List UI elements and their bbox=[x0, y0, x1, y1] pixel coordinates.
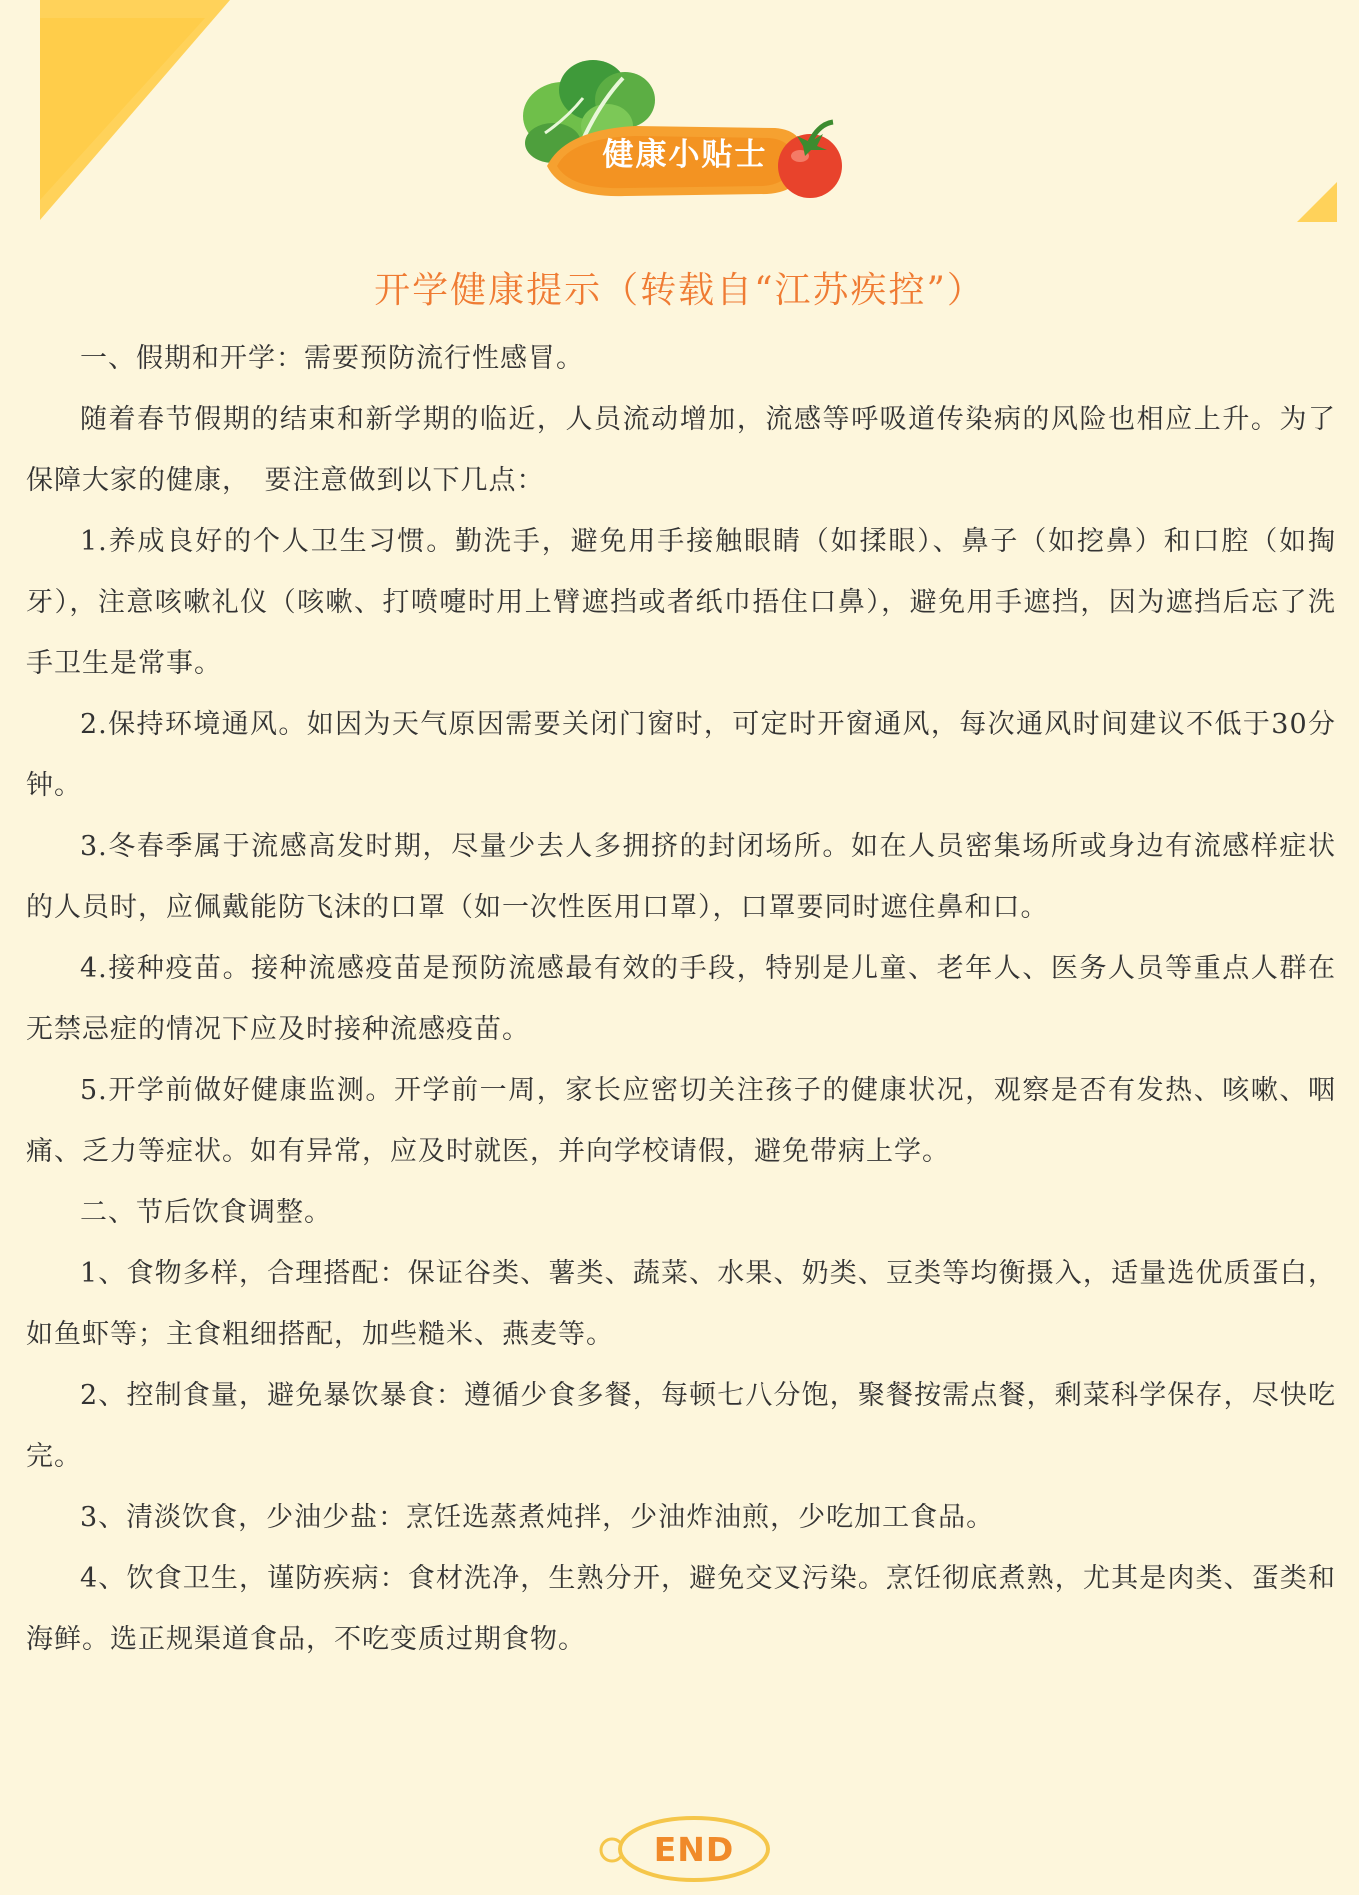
paragraph: 二、节后饮食调整。 bbox=[80, 1197, 332, 1228]
article-body bbox=[26, 328, 1336, 1670]
paragraph: 4.接种疫苗。接种流感疫苗是预防流感最有效的手段，特别是儿童、老年人、医务人员等重点人群在无禁忌症的情况下应及时接种流感疫苗。 bbox=[26, 953, 1336, 1045]
end-badge bbox=[590, 1812, 775, 1888]
paragraph: 3、清淡饮食，少油少盐：烹饪选蒸煮炖拌，少油炸油煎，少吃加工食品。 bbox=[80, 1502, 995, 1533]
corner-decoration-top-right bbox=[1297, 182, 1337, 222]
paragraph: 1、食物多样，合理搭配：保证谷类、薯类、蔬菜、水果、奶类、豆类等均衡摄入，适量选优质蛋白，如鱼虾等；主食粗细搭配，加些糙米、燕麦等。 bbox=[26, 1258, 1336, 1350]
paragraph: 1.养成良好的个人卫生习惯。勤洗手，避免用手接触眼睛（如揉眼）、鼻子（如挖鼻）和口腔（如掏牙），注意咳嗽礼仪（咳嗽、打喷嚏时用上臂遮挡或者纸巾捂住口鼻），避免用手遮挡，因为遮挡后忘了洗手卫生是常事。 bbox=[26, 526, 1336, 679]
paragraph: 一、假期和开学：需要预防流行性感冒。 bbox=[80, 343, 584, 374]
paragraph: 3.冬春季属于流感高发时期，尽量少去人多拥挤的封闭场所。如在人员密集场所或身边有流感样症状的人员时，应佩戴能防飞沫的口罩（如一次性医用口罩），口罩要同时遮住鼻和口。 bbox=[26, 831, 1336, 923]
badge-label: 健康小贴士 bbox=[602, 136, 768, 173]
paragraph: 2.保持环境通风。如因为天气原因需要关闭门窗时，可定时开窗通风，每次通风时间建议不低于30分钟。 bbox=[26, 709, 1336, 801]
article-title: 开学健康提示（转载自“江苏疾控”） bbox=[374, 270, 985, 311]
corner-decoration-top-left bbox=[0, 0, 230, 220]
end-label: END bbox=[653, 1829, 735, 1869]
paragraph: 2、控制食量，避免暴饮暴食：遵循少食多餐，每顿七八分饱，聚餐按需点餐，剩菜科学保存，尽快吃完。 bbox=[26, 1380, 1336, 1472]
header-badge bbox=[505, 38, 865, 208]
paragraph: 4、饮食卫生，谨防疾病：食材洗净，生熟分开，避免交叉污染。烹饪彻底煮熟，尤其是肉类、蛋类和海鲜。选正规渠道食品，不吃变质过期食物。 bbox=[26, 1563, 1336, 1655]
paragraph: 5.开学前做好健康监测。开学前一周，家长应密切关注孩子的健康状况，观察是否有发热、咳嗽、咽痛、乏力等症状。如有异常，应及时就医，并向学校请假，避免带病上学。 bbox=[26, 1075, 1336, 1167]
paragraph: 随着春节假期的结束和新学期的临近，人员流动增加，流感等呼吸道传染病的风险也相应上升。为了保障大家的健康， 要注意做到以下几点： bbox=[26, 404, 1336, 496]
